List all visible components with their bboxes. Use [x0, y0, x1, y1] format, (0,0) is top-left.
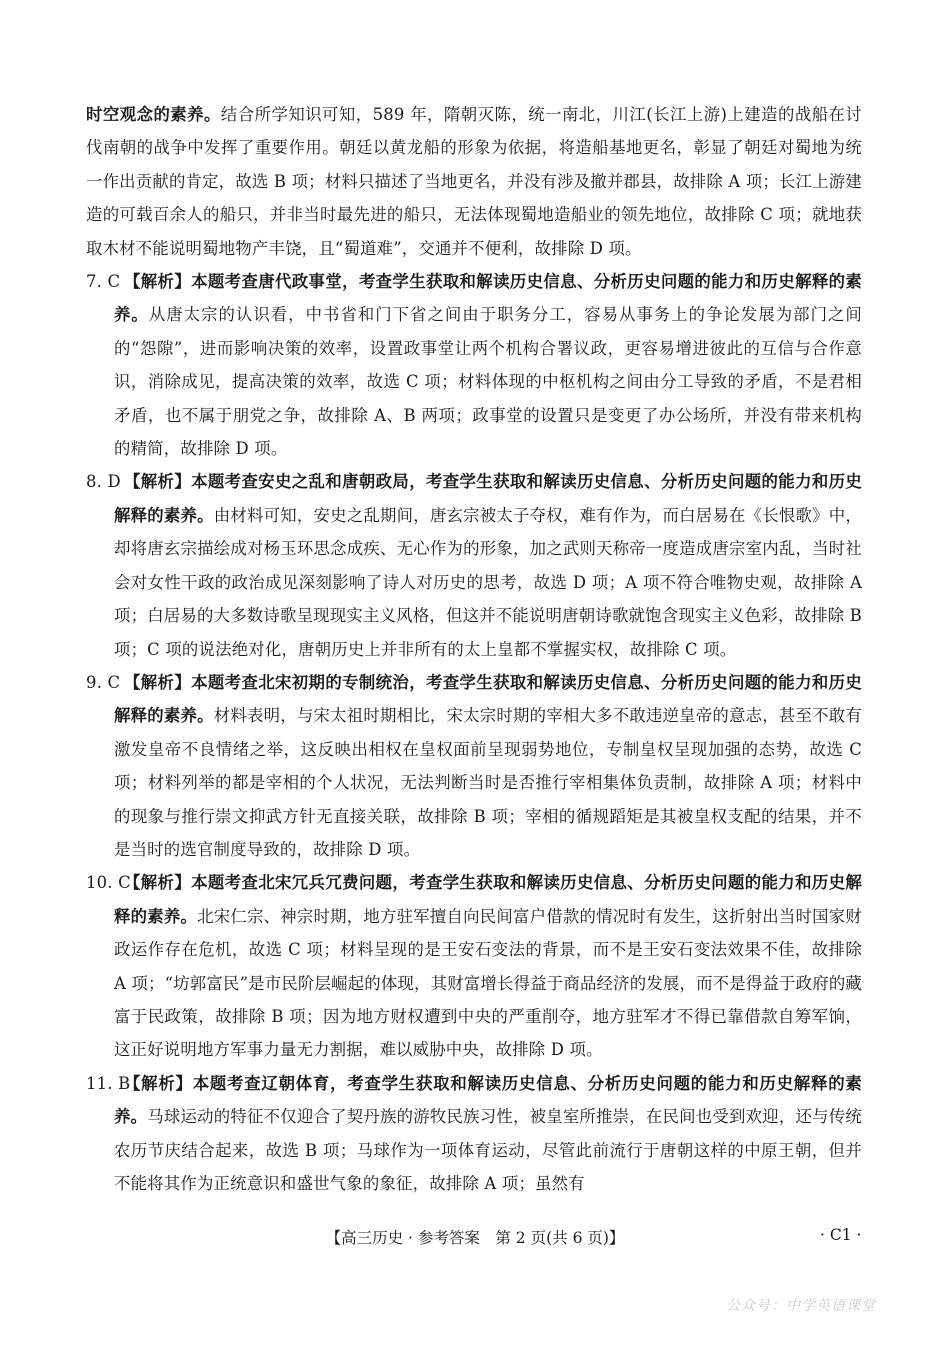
answer-bold-text: 本题考查唐代政事堂，考查学生获取和解读历史信息、分析历史问题的能力和历史解释的素养。: [114, 272, 862, 325]
answer-text: 马球运动的特征不仅迎合了契丹族的游牧民族习性，被皇室所推崇，在民间也受到欢迎，还与传统农历节庆结合起来，故选 B 项；马球作为一项体育运动，尽管此前流行于唐朝这样的中原王朝，但并不能将其作为正统意识和盛世气象的象征，故排除 A 项；虽然有: [114, 1107, 862, 1193]
footer-page-info: 【高三历史 · 参考答案 第 2 页(共 6 页)】: [325, 1229, 625, 1247]
analysis-tag: 【解析】: [124, 472, 192, 492]
answer-body: [114, 666, 862, 866]
answer-body: [114, 1067, 862, 1201]
answer-item-8: [86, 465, 862, 665]
answer-number: 9. C: [86, 672, 121, 692]
answer-item-10: [86, 866, 862, 1066]
answer-bold-text: 本题考查北宋初期的专制统治，考查学生获取和解读历史信息、分析历史问题的能力和历史解释的素养。: [114, 672, 862, 726]
answer-body: [114, 465, 862, 665]
watermark: 公众号：中学英语课堂: [726, 1298, 876, 1314]
answer-text: 北宋仁宗、神宗时期，地方驻军擅自向民间富户借款的情况时有发生，这折射出当时国家财政运作存在危机，故选 C 项；材料呈现的是王安石变法的背景，而不是王安石变法效果不佳，故排除 A 项；“坊郭富民”是市民阶层崛起的体现，其财富增长得益于商品经济的发展，而不是得益于政府的藏富于民政策，故排除 B 项；因为地方财权遭到中央的严重削夺，地方驻军才不得已靠借款自筹军饷，这正好说明地方军事力量无力割据，难以威胁中央，故排除 D 项。: [114, 906, 863, 1060]
intro-text: 结合所学知识可知，589 年，隋朝灭陈，统一南北，川江(长江上游)上建造的战船在讨伐南朝的战争中发挥了重要作用。朝廷以黄龙船的形象为依据，将造船基地更名，彰显了朝廷对蜀地为统一作出贡献的肯定，故选 B 项；材料只描述了当地更名，并没有涉及撤并郡县，故排除 A 项；长江上游建造的可载百余人的船只，并非当时最先进的船只，无法体现蜀地造船业的领先地位，故排除 C 项；就地获取木材不能说明蜀地物产丰饶，且“蜀道难”，交通并不便利，故排除 D 项。: [86, 105, 863, 258]
answer-content: [86, 98, 862, 1200]
answer-item-9: [86, 666, 862, 866]
answer-item-7: [86, 265, 862, 465]
answer-body: [114, 866, 862, 1066]
footer-version-code: · C1 ·: [820, 1226, 862, 1244]
answer-text: 从唐太宗的认识看，中书省和门下省之间由于职务分工，容易从事务上的争论发展为部门之间的“怨隙”，进而影响决策的效率，设置政事堂让两个机构合署议政，更容易增进彼此的互信与合作意识，消除成见，提高决策的效率，故选 C 项；材料体现的中枢机构之间由分工导致的矛盾，不是君相矛盾，也不属于朋党之争，故排除 A、B 两项；政事堂的设置只是变更了办公场所，并没有带来机构的精简，故排除 D 项。: [114, 305, 863, 459]
answer-text: 材料表明，与宋太祖时期相比，宋太宗时期的宰相大多不敢违逆皇帝的意志，甚至不敢有激发皇帝不良情绪之举，这反映出相权在皇权面前呈现弱势地位，专制皇权呈现加强的态势，故选 C 项；材料列举的都是宰相的个人状况，无法判断当时是否推行宰相集体负责制，故排除 A 项；材料中的现象与推行崇文抑武方针无直接关联，故排除 B 项；宰相的循规蹈矩是其被皇权支配的结果，并不是当时的选官制度导致的，故排除 D 项。: [114, 706, 862, 859]
intro-paragraph: [86, 98, 862, 265]
analysis-tag: 【解析】: [124, 672, 192, 692]
intro-bold-text: 时空观念的素养。: [86, 105, 221, 124]
answer-text: 由材料可知，安史之乱期间，唐玄宗被太子夺权，难有作为，而白居易在《长恨歌》中，却将唐玄宗描绘成对杨玉环思念成疾、无心作为的形象，加之武则天称帝一度造成唐宗室内乱，当时社会对女性干政的政治成见深刻影响了诗人对历史的思考，故选 D 项；A 项不符合唯物史观，故排除 A 项；白居易的大多数诗歌呈现现实主义风格，但这并不能说明唐朝诗歌就饱含现实主义色彩，故排除 B 项；C 项的说法绝对化，唐朝历史上并非所有的太上皇都不掌握实权，故排除 C 项。: [114, 505, 862, 659]
answer-bold-text: 本题考查北宋冗兵冗费问题，考查学生获取和解读历史信息、分析历史问题的能力和历史解释的素养。: [114, 873, 862, 926]
answer-number: 11. B: [86, 1073, 131, 1093]
answer-number: 8. D: [86, 472, 121, 492]
answer-bold-text: 本题考查辽朝体育，考查学生获取和解读历史信息、分析历史问题的能力和历史解释的素养。: [114, 1073, 862, 1127]
analysis-tag: 【解析】: [124, 272, 192, 292]
answer-item-11: [86, 1067, 862, 1201]
analysis-tag: 【解析】: [124, 873, 192, 893]
analysis-tag: 【解析】: [124, 1073, 193, 1093]
answer-bold-text: 本题考查安史之乱和唐朝政局，考查学生获取和解读历史信息、分析历史问题的能力和历史解释的素养。: [114, 472, 862, 525]
answer-number: 10. C: [86, 873, 131, 893]
answer-number: 7. C: [86, 272, 121, 292]
answer-body: [114, 265, 862, 465]
